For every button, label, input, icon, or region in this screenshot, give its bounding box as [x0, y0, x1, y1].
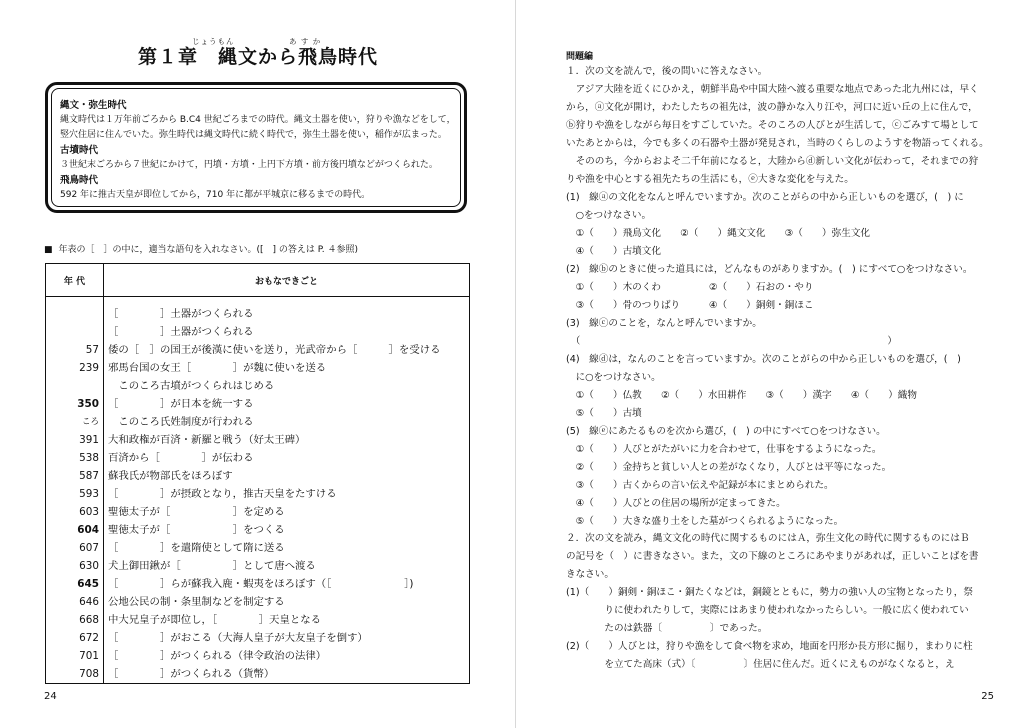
year-cell: 587 — [79, 470, 99, 482]
question-line: ⓑ狩りや漁をしながら毎日をすごしていた。そのころの人びとが生活して，ⓒごみすて場として — [566, 120, 979, 131]
event-column — [104, 297, 470, 684]
question-line: ○をつけなさい。 — [566, 210, 652, 221]
table-instruction — [44, 242, 358, 255]
question-line: (5) 線ⓔにあたるものを次から選び，( ) の中にすべて○をつけなさい。 — [566, 426, 886, 437]
question-line: から，ⓐ文化が開け，わたしたちの祖先は，波の静かな入り江や，河口に近い丘の上に住んで， — [566, 102, 978, 113]
year-cell: 708 — [79, 668, 99, 680]
event-cell: ［ ］がおこる（大海人皇子が大友皇子を倒す） — [108, 632, 368, 644]
question-line: ②（ ）金持ちと貧しい人との差がなくなり，人びとは平等になった。 — [566, 462, 892, 473]
question-line: (2) 線ⓑのときに使った道具には，どんなものがありますか。( ) にすべて○をつけなさい。 — [566, 264, 973, 275]
event-cell: 倭の［ ］の国王が後漢に使いを送り，光武帝から［ ］を受ける — [108, 344, 441, 356]
event-cell: ［ ］が摂政となり，推古天皇をたすける — [108, 488, 337, 500]
summary-text: 縄文時代は１万年前ごろから B.C4 世紀ごろまでの時代。縄文土器を使い，狩りや漁などをして， — [60, 115, 456, 125]
question-line: ⑤（ ）古墳 — [566, 408, 642, 419]
year-cell: 672 — [79, 632, 99, 644]
question-line: (1) 線ⓐの文化をなんと呼んでいますか。次のことがらの中から正しいものを選び，( ) に — [566, 192, 964, 203]
section-title: 問題編 — [566, 52, 594, 62]
question-line: ④（ ）人びとの住居の場所が定まってきた。 — [566, 498, 786, 509]
event-cell: 蘇我氏が物部氏をほろぼす — [108, 470, 233, 482]
event-cell: 犬上御田鍬が［ ］として唐へ渡る — [108, 560, 316, 572]
question-line: ③（ ）古くからの言い伝えや記録が本にまとめられた。 — [566, 480, 834, 491]
question-line: ①（ ）飛鳥文化 ②（ ）縄文文化 ③（ ）弥生文化 — [566, 228, 871, 239]
question-line: ①（ ）人びとがたがいに力を合わせて，仕事をするようになった。 — [566, 444, 882, 455]
summary-heading-jomon-yayoi: 縄文・弥生時代 — [60, 100, 127, 111]
event-cell: ［ ］がつくられる（律令政治の法律） — [108, 650, 327, 662]
summary-text: 592 年に推古天皇が即位してから，710 年に都が平城京に移るまでの時代。 — [60, 190, 371, 200]
title-ruby-asuka: あ す か — [289, 37, 322, 46]
question-line: ①（ ）仏教 ②（ ）水田耕作 ③（ ）漢字 ④（ ）織物 — [566, 390, 917, 401]
question-line: に○をつけなさい。 — [566, 372, 661, 383]
summary-heading-asuka: 飛鳥時代 — [60, 175, 99, 186]
event-cell: 公地公民の制・条里制などを制定する — [108, 596, 285, 608]
question-line: (1)（ ）銅剣・銅ほこ・銅たくなどは，銅鏡とともに，勢力の強い人の宝物となったり，祭 — [566, 587, 973, 598]
title-ruby-jomon: じょうもん — [192, 37, 235, 46]
year-cell: 630 — [79, 560, 99, 572]
year-cell — [46, 305, 103, 323]
question-line: りや漁を中心とする祖先たちの生活にも，ⓔ大きな変化を与えた。 — [566, 174, 854, 185]
year-cell: 646 — [79, 596, 99, 608]
question-line: の記号を（ ）に書きなさい。また，文の下線のところにあやまりがあれば，正しいことばを書 — [566, 551, 979, 562]
question-line: ①（ ）木のくわ ②（ ）石おの・やり — [566, 282, 814, 293]
question-line: （ ） — [566, 336, 897, 347]
summary-text: ３世紀末ごろから７世紀にかけて，円墳・方墳・上円下方墳・前方後円墳などがつくられた。 — [60, 160, 438, 170]
year-cell: 607 — [79, 542, 99, 554]
question-line: アジア大陸を近くにひかえ，朝鮮半島や中国大陸へ渡る重要な地点であった北九州には，早く — [566, 84, 979, 95]
page-number-left: 24 — [44, 691, 57, 702]
question-line: ④（ ）古墳文化 — [566, 246, 661, 257]
question-line: (2)（ ）人びとは，狩りや漁をして食べ物を求め，地面を円形か長方形に掘り，まわりに柱 — [566, 641, 973, 652]
right-page — [516, 0, 1032, 728]
question-line: (4) 線ⓓは，なんのことを言っていますか。次のことがらの中から正しいものを選び，( ) — [566, 354, 961, 365]
question-line: ２．次の文を読み，縄文文化の時代に関するものにはＡ，弥生文化の時代に関するものにはＢ — [566, 533, 970, 544]
event-cell: ［ ］がつくられる（貨幣） — [108, 668, 275, 680]
event-cell: 聖徳太子が［ ］を定める — [108, 506, 285, 518]
summary-box — [45, 82, 467, 213]
summary-text: 竪穴住居に住んでいた。弥生時代は縄文時代に続く時代で，弥生土器を使い，稲作が広まった。 — [60, 130, 447, 140]
year-column — [46, 297, 104, 684]
col-header-event: おもなできごと — [104, 264, 470, 297]
chapter-title: 第１章 縄文から飛鳥時代 — [137, 46, 378, 68]
event-cell: ［ ］土器がつくられる — [108, 326, 254, 338]
event-cell: ［ ］を遣隋使として隋に送る — [108, 542, 285, 554]
event-cell: ［ ］土器がつくられる — [108, 308, 254, 320]
page-number-right: 25 — [981, 691, 994, 702]
event-cell: このころ氏姓制度が行われる — [108, 416, 254, 428]
year-cell: ころ — [81, 417, 99, 427]
timeline-table — [45, 263, 470, 684]
question-1-block — [566, 63, 1006, 531]
year-cell: 593 — [79, 488, 99, 500]
question-line: きなさい。 — [566, 569, 614, 580]
question-2-block — [566, 530, 1006, 674]
event-cell: ［ ］らが蘇我入鹿・蝦夷をほろぼす（［ ］) — [108, 578, 414, 590]
year-cell: 668 — [79, 614, 99, 626]
year-cell: 239 — [79, 362, 99, 374]
event-cell: 聖徳太子が［ ］をつくる — [108, 524, 285, 536]
year-cell: 350 — [77, 398, 99, 410]
col-header-year: 年 代 — [46, 264, 104, 297]
question-line: たのは鉄器〔 〕であった。 — [566, 623, 768, 634]
question-line: (3) 線ⓒのことを，なんと呼んでいますか。 — [566, 318, 762, 329]
question-line: ③（ ）骨のつりばり ④（ ）銅剣・銅ほこ — [566, 300, 814, 311]
year-cell: 603 — [79, 506, 99, 518]
question-line: そののち，今からおよそ二千年前になると，大陸からⓓ新しい文化が伝わって，それまでの狩 — [566, 156, 979, 167]
event-cell: このころ古墳がつくられはじめる — [108, 380, 275, 392]
year-cell: 604 — [77, 524, 99, 536]
question-line: を立てた高床（式）〔 〕住居に住んだ。近くにえものがなくなると，え — [566, 659, 955, 670]
question-line: ⑤（ ）大きな盛り土をした墓がつくられるようになった。 — [566, 516, 844, 527]
event-cell: 百済から［ ］が伝わる — [108, 452, 254, 464]
question-line: いたあとからは，今でも多くの石器や土器が発見され，当時のくらしのようすを物語ってくれる。 — [566, 138, 989, 149]
question-line: １．次の文を読んで，後の問いに答えなさい。 — [566, 66, 768, 77]
event-cell: 大和政権が百済・新羅と戦う（好太王碑） — [108, 434, 306, 446]
event-cell: ［ ］が日本を統一する — [108, 398, 254, 410]
summary-heading-kofun: 古墳時代 — [60, 145, 99, 156]
year-cell: 645 — [77, 578, 99, 590]
event-cell: 邪馬台国の女王［ ］が魏に使いを送る — [108, 362, 327, 374]
year-cell: 391 — [79, 434, 99, 446]
instruction-text: 年表の［ ］の中に，適当な語句を入れなさい。([ ] の答えは P. ４参照) — [58, 245, 359, 255]
year-cell — [46, 377, 103, 395]
year-cell: 538 — [79, 452, 99, 464]
question-line: りに使われたりして，実際にはあまり使われなかったらしい。一般に広く使われてい — [566, 605, 969, 616]
year-cell: 701 — [79, 650, 99, 662]
year-cell — [46, 323, 103, 341]
year-cell: 57 — [85, 344, 99, 356]
event-cell: 中大兄皇子が即位し，［ ］天皇となる — [108, 614, 322, 626]
square-bullet-icon: ■ — [44, 245, 53, 255]
